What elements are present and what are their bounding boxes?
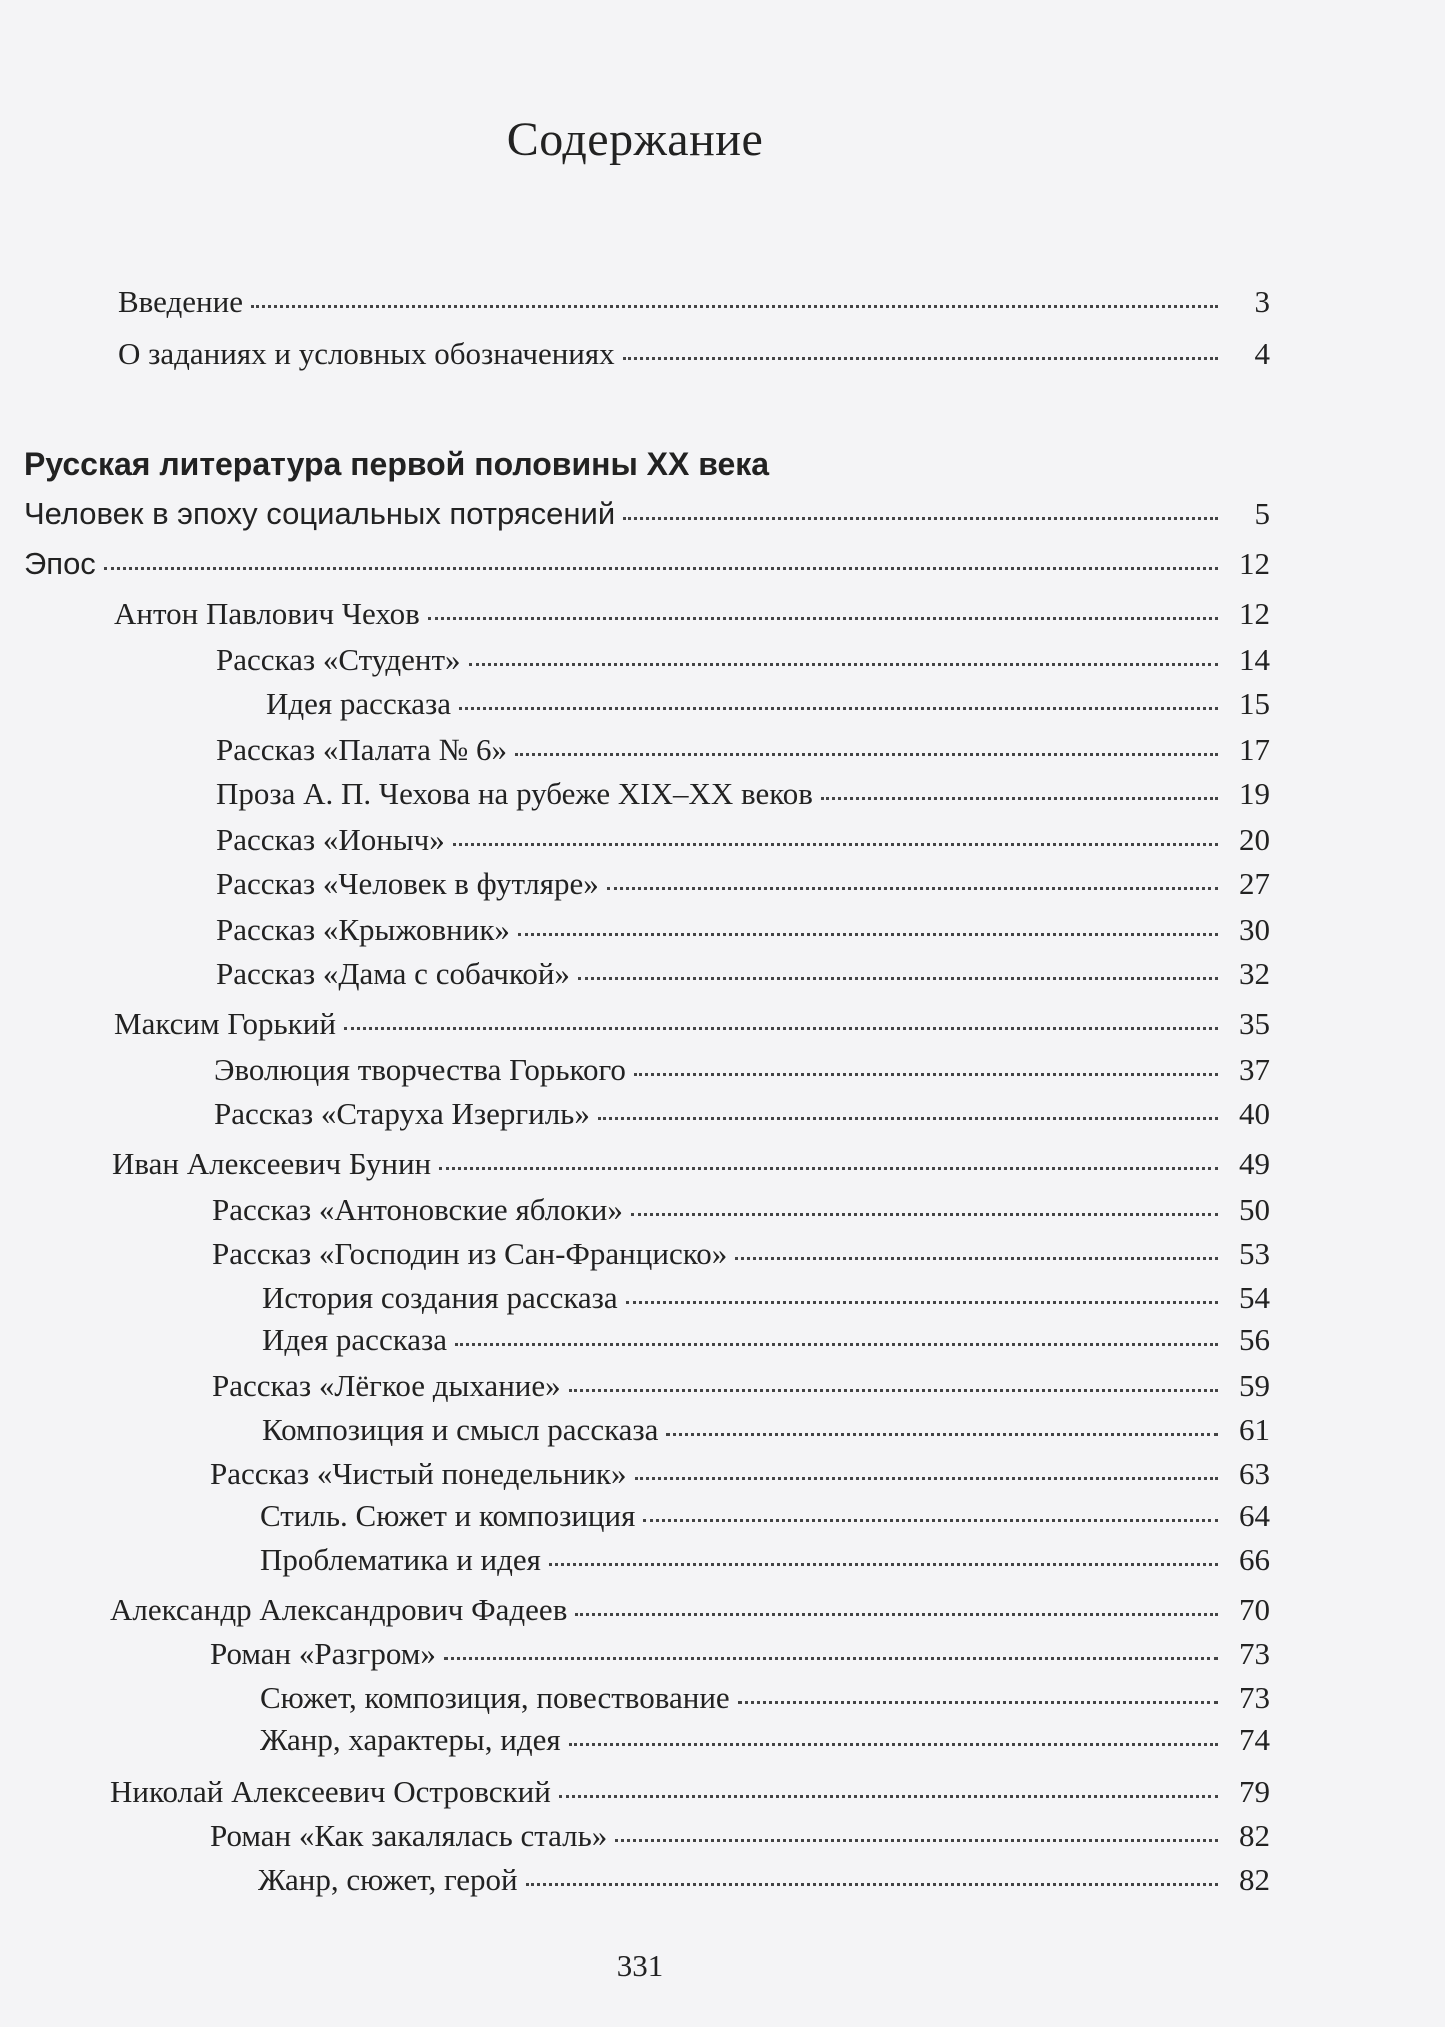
toc-entry-text: Рассказ «Человек в футляре» — [216, 866, 599, 901]
toc-entry-page: 66 — [1239, 1542, 1270, 1577]
toc-entry-text: Жанр, характеры, идея — [260, 1722, 561, 1757]
toc-entry-page: 5 — [1254, 496, 1270, 531]
page-number: 331 — [616, 1948, 664, 1983]
toc-entry-page: 50 — [1239, 1192, 1270, 1227]
toc-entry[interactable] — [216, 774, 1270, 814]
toc-entry-text: Идея рассказа — [262, 1322, 448, 1357]
toc-entry-page: 17 — [1239, 732, 1270, 767]
leader-dots — [444, 1657, 1218, 1660]
leader-dots — [666, 1433, 1218, 1436]
toc-entry-text: Композиция и смысл рассказа — [262, 1412, 659, 1447]
toc-entry-text: Рассказ «Ионыч» — [216, 822, 445, 857]
toc-entry-text: Рассказ «Чистый понедельник» — [210, 1456, 627, 1491]
toc-entry-page: 53 — [1239, 1236, 1270, 1271]
leader-dots — [549, 1563, 1218, 1566]
toc-entry[interactable] — [262, 1320, 1270, 1360]
toc-entry[interactable] — [260, 1720, 1270, 1760]
toc-entry-text: Рассказ «Студент» — [216, 642, 461, 677]
toc-entry-text: Эпос — [24, 546, 96, 581]
leader-dots — [643, 1519, 1218, 1522]
toc-entry[interactable] — [260, 1540, 1270, 1580]
toc-entry-tasks[interactable] — [118, 334, 1270, 374]
leader-dots — [623, 517, 1218, 520]
leader-dots — [526, 1883, 1218, 1886]
toc-entry-text: Николай Алексеевич Островский — [110, 1774, 551, 1809]
leader-dots — [735, 1257, 1218, 1260]
leader-dots — [635, 1477, 1219, 1480]
toc-entry-introduction[interactable] — [118, 282, 1270, 322]
leader-dots — [821, 797, 1218, 800]
toc-entry-page: 27 — [1239, 866, 1270, 901]
toc-entry-page: 74 — [1239, 1722, 1270, 1757]
toc-entry-social-upheaval[interactable] — [24, 494, 1270, 534]
toc-entry-text: Идея рассказа — [266, 686, 452, 721]
toc-entry-text: Рассказ «Старуха Изергиль» — [214, 1096, 590, 1131]
toc-entry-text: Введение — [118, 284, 243, 319]
section-heading: Русская литература первой половины XX века — [24, 446, 770, 482]
toc-entry[interactable] — [216, 864, 1270, 904]
toc-entry-page: 19 — [1239, 776, 1270, 811]
leader-dots — [518, 933, 1218, 936]
toc-entry-page: 73 — [1239, 1680, 1270, 1715]
leader-dots — [578, 977, 1218, 980]
toc-entry[interactable] — [260, 1496, 1270, 1536]
toc-entry[interactable] — [210, 1634, 1270, 1674]
toc-entry-page: 54 — [1239, 1280, 1270, 1315]
toc-entry-text: Жанр, сюжет, герой — [258, 1862, 518, 1897]
toc-entry-page: 14 — [1239, 642, 1270, 677]
leader-dots — [515, 753, 1218, 756]
toc-entry[interactable] — [210, 1454, 1270, 1494]
toc-entry-text: Рассказ «Палата № 6» — [216, 732, 507, 767]
toc-entry-text: Максим Горький — [114, 1006, 336, 1041]
leader-dots — [469, 663, 1219, 666]
leader-dots — [631, 1213, 1218, 1216]
toc-entry-page: 56 — [1239, 1322, 1270, 1357]
leader-dots — [453, 843, 1218, 846]
toc-entry-text: Рассказ «Крыжовник» — [216, 912, 510, 947]
toc-author-fadeev[interactable] — [110, 1590, 1270, 1630]
leader-dots — [559, 1795, 1218, 1798]
toc-entry-page: 12 — [1239, 546, 1270, 581]
toc-entry-page: 37 — [1239, 1052, 1270, 1087]
toc-entry-page: 20 — [1239, 822, 1270, 857]
toc-entry-page: 82 — [1239, 1862, 1270, 1897]
leader-dots — [598, 1117, 1218, 1120]
leader-dots — [104, 567, 1218, 570]
leader-dots — [607, 887, 1218, 890]
toc-entry-text: Эволюция творчества Горького — [214, 1052, 626, 1087]
toc-author-gorky[interactable] — [114, 1004, 1270, 1044]
toc-entry-text: Человек в эпоху социальных потрясений — [24, 496, 616, 531]
toc-entry[interactable] — [216, 640, 1270, 680]
leader-dots — [575, 1613, 1218, 1616]
toc-entry-page: 12 — [1239, 596, 1270, 631]
toc-entry-text: Иван Алексеевич Бунин — [112, 1146, 432, 1181]
toc-entry-page: 3 — [1254, 284, 1270, 319]
toc-entry-epos[interactable] — [24, 544, 1270, 584]
toc-entry[interactable] — [212, 1366, 1270, 1406]
leader-dots — [615, 1839, 1218, 1842]
toc-entry-text: Рассказ «Дама с собачкой» — [216, 956, 570, 991]
toc-entry-page: 59 — [1239, 1368, 1270, 1403]
toc-entry-page: 30 — [1239, 912, 1270, 947]
leader-dots — [634, 1073, 1218, 1076]
leader-dots — [344, 1027, 1218, 1030]
toc-entry-text: Роман «Разгром» — [210, 1636, 436, 1671]
toc-entry-text: Проблематика и идея — [260, 1542, 541, 1577]
toc-entry-text: Рассказ «Лёгкое дыхание» — [212, 1368, 561, 1403]
toc-entry-page: 64 — [1239, 1498, 1270, 1533]
toc-entry-page: 61 — [1239, 1412, 1270, 1447]
toc-entry[interactable] — [214, 1094, 1270, 1134]
leader-dots — [455, 1343, 1218, 1346]
leader-dots — [569, 1743, 1218, 1746]
toc-entry-text: Стиль. Сюжет и композиция — [260, 1498, 636, 1533]
toc-entry-page: 82 — [1239, 1818, 1270, 1853]
leader-dots — [459, 707, 1218, 710]
toc-entry-page: 79 — [1239, 1774, 1270, 1809]
toc-entry[interactable] — [212, 1234, 1270, 1274]
toc-entry-page: 49 — [1239, 1146, 1270, 1181]
toc-entry[interactable] — [262, 1410, 1270, 1450]
toc-entry[interactable] — [210, 1816, 1270, 1856]
toc-entry[interactable] — [266, 684, 1270, 724]
toc-entry-page: 40 — [1239, 1096, 1270, 1131]
leader-dots — [251, 305, 1218, 308]
leader-dots — [738, 1701, 1218, 1704]
leader-dots — [569, 1389, 1218, 1392]
toc-entry-text: Сюжет, композиция, повествование — [260, 1680, 730, 1715]
toc-entry[interactable] — [216, 820, 1270, 860]
toc-entry-page: 35 — [1239, 1006, 1270, 1041]
toc-entry[interactable] — [216, 910, 1270, 950]
toc-entry-text: История создания рассказа — [262, 1280, 618, 1315]
toc-entry-page: 15 — [1239, 686, 1270, 721]
toc-author-bunin[interactable] — [112, 1144, 1270, 1184]
toc-entry-page: 73 — [1239, 1636, 1270, 1671]
toc-entry-page: 32 — [1239, 956, 1270, 991]
toc-entry-text: Проза А. П. Чехова на рубеже XIX–XX веков — [216, 776, 813, 811]
leader-dots — [428, 617, 1218, 620]
leader-dots — [626, 1301, 1218, 1304]
page-title: Содержание — [506, 113, 764, 166]
toc-entry-text: Рассказ «Антоновские яблоки» — [212, 1192, 623, 1227]
toc-entry[interactable] — [260, 1678, 1270, 1718]
toc-entry-page: 63 — [1239, 1456, 1270, 1491]
toc-entry-text: Александр Александрович Фадеев — [110, 1592, 568, 1627]
leader-dots — [439, 1167, 1218, 1170]
toc-entry-text: О заданиях и условных обозначениях — [118, 336, 615, 371]
toc-entry[interactable] — [216, 954, 1270, 994]
toc-author-chekhov[interactable] — [114, 594, 1270, 634]
toc-entry[interactable] — [216, 730, 1270, 770]
toc-entry-text: Антон Павлович Чехов — [114, 596, 420, 631]
toc-entry[interactable] — [214, 1050, 1270, 1090]
toc-entry-page: 70 — [1239, 1592, 1270, 1627]
toc-entry[interactable] — [212, 1190, 1270, 1230]
toc-entry-text: Рассказ «Господин из Сан-Франциско» — [212, 1236, 728, 1271]
toc-author-ostrovsky[interactable] — [110, 1772, 1270, 1812]
toc-entry-page: 4 — [1254, 336, 1270, 371]
toc-entry[interactable] — [262, 1278, 1270, 1318]
leader-dots — [623, 357, 1218, 360]
toc-entry-text: Роман «Как закалялась сталь» — [210, 1818, 608, 1853]
toc-entry[interactable] — [258, 1860, 1270, 1900]
